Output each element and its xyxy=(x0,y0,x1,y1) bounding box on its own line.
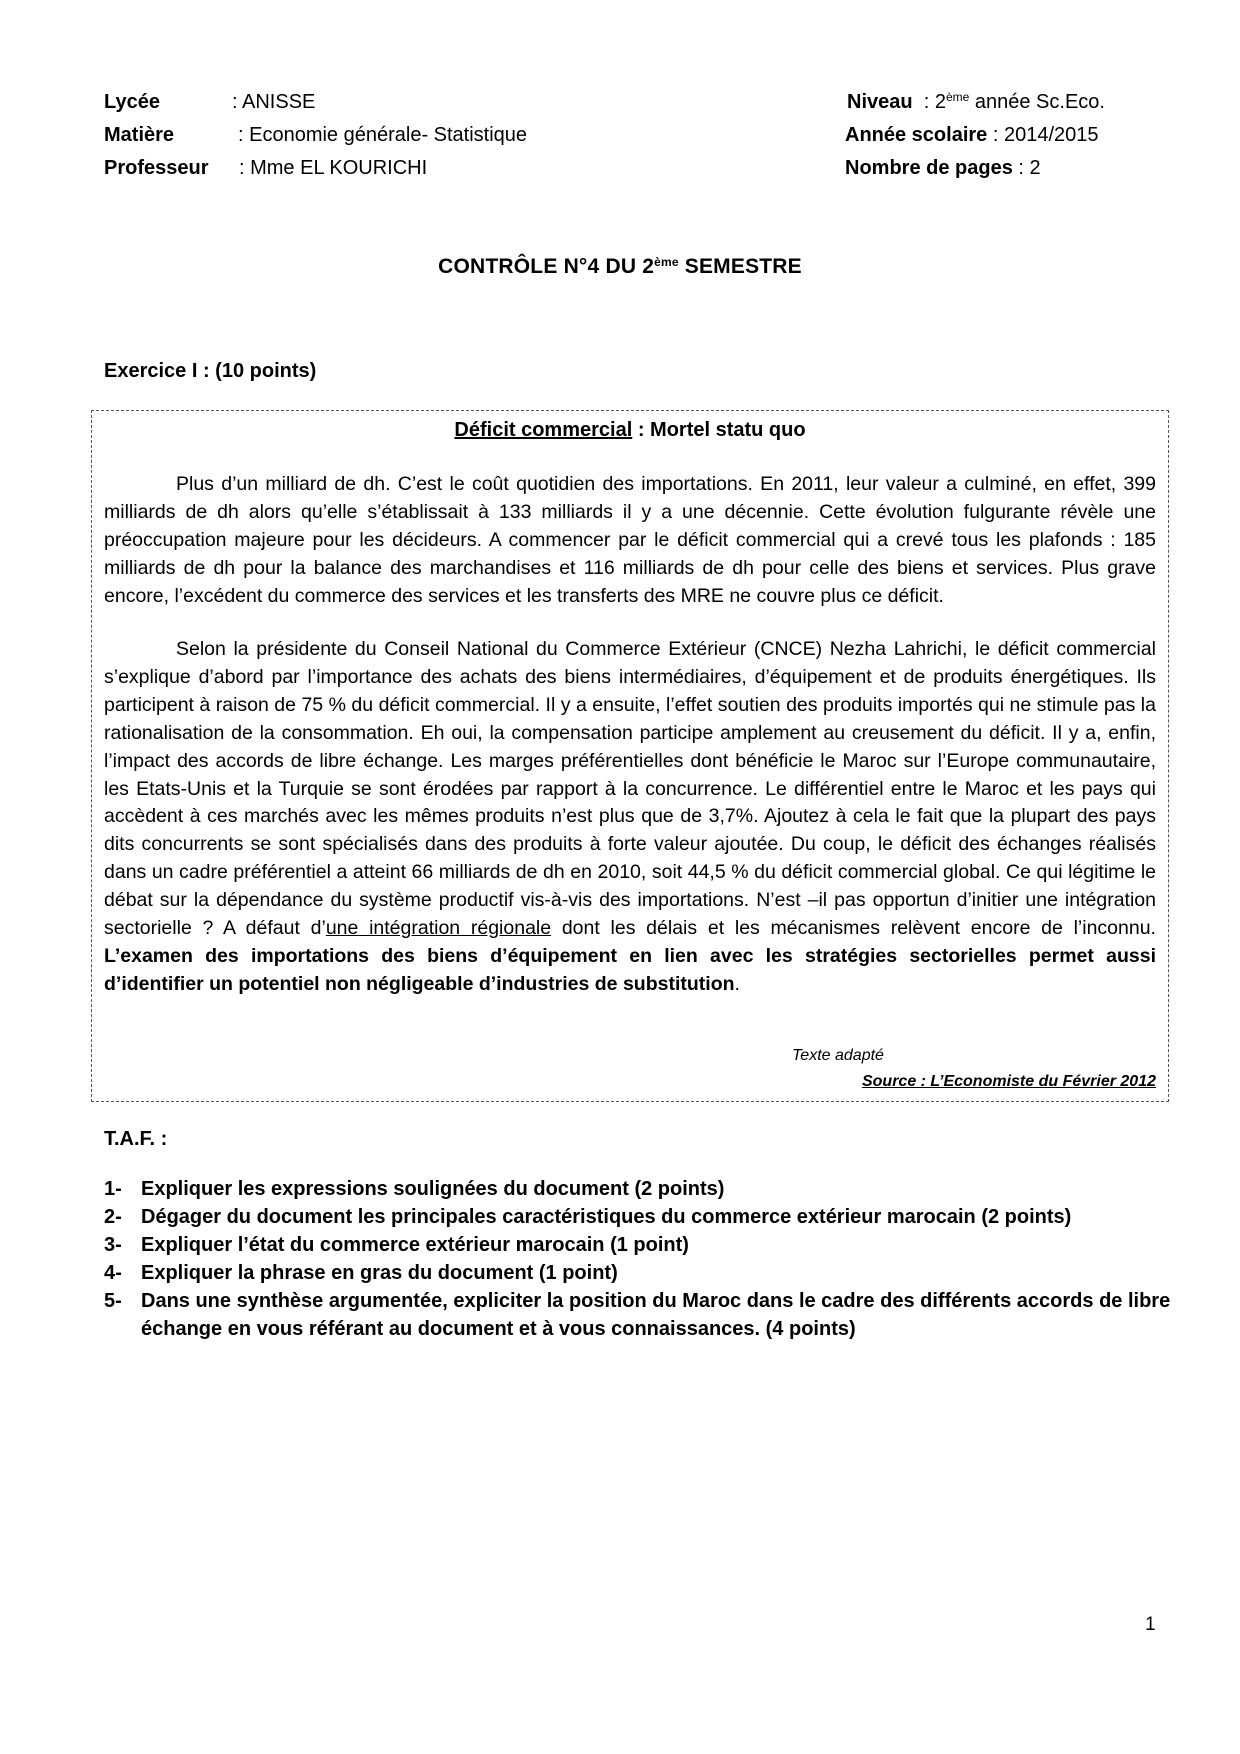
superscript: ème xyxy=(654,255,679,269)
header-row-pages xyxy=(845,152,1225,185)
bold-sentence: L’examen des importations des biens d’équipement en lien avec les stratégies sectorielles permet aussi d’identifier un potentiel non négligeable d’industries de substitution xyxy=(104,944,1156,995)
title-text: SEMESTRE xyxy=(678,255,802,278)
taf-heading: T.A.F. : xyxy=(104,1128,168,1150)
exercise-heading: Exercice I : (10 points) xyxy=(104,360,317,382)
header-left xyxy=(104,86,664,185)
source-citation: Source : L’Economiste du Février 2012 xyxy=(861,1073,1156,1090)
page-number: 1 xyxy=(1145,1614,1156,1635)
header-key: Année scolaire xyxy=(845,124,988,146)
paragraph-1: Plus d’un milliard de dh. C’est le coût quotidien des importations. En 2011, leur valeur a culminé, en effet, 399 milliards de dh alors qu’elle s’établissait à 133 milliards il y a une décennie. Cette évolution fulgurante révèle une préoccupation majeure pour les décideurs. A commencer par le déficit commercial qui a crevé tous les plafonds : 185 milliards de dh pour la balance des marchandises et 116 milliards de dh pour celle des biens et services. Plus grave encore, l’excédent du commerce des services et les transferts des MRE ne couvre plus ce déficit. xyxy=(104,473,1156,607)
header-row-niveau xyxy=(845,86,1225,119)
document-title xyxy=(92,419,1168,442)
question-number: 1- xyxy=(104,1178,122,1200)
header-row-matiere xyxy=(104,119,664,152)
document-title-underlined: Déficit commercial xyxy=(454,419,633,441)
question-text: Dégager du document les principales caractéristiques du commerce extérieur marocain (2 points) xyxy=(141,1206,1072,1228)
question-number: 4- xyxy=(104,1262,122,1284)
header-value: : ANISSE xyxy=(232,91,316,113)
header-row-annee xyxy=(845,119,1225,152)
question-number: 2- xyxy=(104,1206,122,1228)
title-text: CONTRÔLE N°4 DU 2 xyxy=(438,255,655,278)
header-row-professeur xyxy=(104,152,664,185)
question-item xyxy=(104,1259,1174,1287)
question-item xyxy=(104,1231,1174,1259)
text-credit: Texte adapté xyxy=(792,1047,884,1064)
header-value: : 2014/2015 xyxy=(987,124,1099,146)
question-item xyxy=(104,1287,1174,1343)
question-item xyxy=(104,1175,1174,1203)
header-key: Matière xyxy=(104,124,175,146)
question-item xyxy=(104,1203,1174,1231)
question-text: Expliquer les expressions soulignées du document (2 points) xyxy=(141,1178,725,1200)
header-value: année Sc.Eco. xyxy=(969,91,1105,113)
underlined-expression: une intégration régionale xyxy=(325,917,552,940)
paragraph-text: Selon la présidente du Conseil National du Commerce Extérieur (CNCE) Nezha Lahrichi, le déficit commercial s’explique d’abord par l’importance des achats des biens intermédiaires, d’équipement et de produits énergétiques. Ils participent à raison de 75 % du déficit commercial. Il y a ensuite, l’effet soutien des produits importés qui ne stimule pas la rationalisation de la consommation. Eh oui, la compensation participe amplement au creusement du déficit. Il y a, enfin, l’impact des accords de libre échange. Les marges préférentielles dont bénéficie le Maroc sur l’Europe communautaire, les Etats-Unis et la Turquie se sont érodées par rapport à la concurrence. Le différentiel entre le Maroc et les pays qui accèdent à ces marchés avec les mêmes produits n’est plus que de 3,7%. Ajoutez à cela le fait que la plupart des pays dits concurrents se sont spécialisés dans des produits à forte valeur ajoutée. Du coup, le déficit des échanges réalisés dans un cadre préférentiel a atteint 66 milliards de dh en 2010, soit 44,5 % du déficit commercial global. Ce qui légitime le débat sur la dépendance du système productif vis-à-vis des importations. N’est –il pas opportun d’initier une intégration sectorielle ? A défaut d’ xyxy=(104,638,1156,940)
page-title xyxy=(0,255,1240,279)
superscript: ème xyxy=(945,90,970,104)
paragraph-2 xyxy=(104,636,1156,999)
paragraph-text: dont les délais et les mécanismes relèvent encore de l’inconnu. xyxy=(551,917,1156,940)
document-title-rest: : Mortel statu quo xyxy=(632,419,806,441)
question-list xyxy=(104,1175,1174,1343)
header-key: Nombre de pages xyxy=(845,157,1013,179)
question-text: Expliquer l’état du commerce extérieur marocain (1 point) xyxy=(141,1234,689,1256)
header-value: : 2 xyxy=(1012,157,1041,179)
question-number: 5- xyxy=(104,1290,122,1312)
question-number: 3- xyxy=(104,1234,122,1256)
header-value: : Economie générale- Statistique xyxy=(238,124,528,146)
header-value: : Mme EL KOURICHI xyxy=(239,157,428,179)
header-row-lycee xyxy=(104,86,664,119)
header-key: Lycée xyxy=(104,91,160,113)
question-text: Expliquer la phrase en gras du document (1 point) xyxy=(141,1262,618,1284)
header-key: Niveau xyxy=(847,91,913,113)
header-right xyxy=(845,86,1225,185)
question-text: Dans une synthèse argumentée, expliciter la position du Maroc dans le cadre des différents accords de libre échange en vous référant au document et à vous connaissances. (4 points) xyxy=(141,1290,1171,1340)
document-box xyxy=(91,410,1169,1102)
header-value: : 2 xyxy=(923,91,946,113)
header-key: Professeur xyxy=(104,157,209,179)
paragraph-text: . xyxy=(734,972,740,995)
